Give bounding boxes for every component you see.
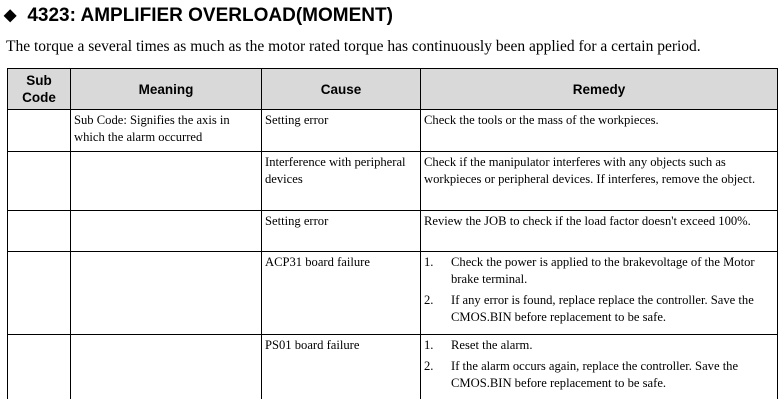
table-row	[8, 110, 778, 152]
cell-sub-code	[8, 152, 71, 211]
cell-remedy: Check if the manipulator interferes with any objects such as workpieces or peripheral devices. If interferes, remove the object.	[421, 152, 778, 211]
cell-meaning	[71, 211, 262, 252]
diamond-bullet-icon: ◆	[4, 7, 17, 24]
table-row	[8, 152, 778, 211]
step-text: If any error is found, replace replace the controller. Save the CMOS.BIN before replacement to be safe.	[451, 293, 754, 324]
cell-meaning	[71, 152, 262, 211]
cell-sub-code	[8, 211, 71, 252]
header-meaning: Meaning	[71, 69, 262, 110]
step-number: 1.	[424, 255, 434, 269]
cell-cause: ACP31 board failure	[262, 252, 421, 335]
cell-meaning	[71, 252, 262, 335]
step-text: Reset the alarm.	[451, 338, 533, 352]
step-text: Check the power is applied to the brakevoltage of the Motor brake terminal.	[451, 255, 755, 286]
alarm-title: 4323: AMPLIFIER OVERLOAD(MOMENT)	[27, 5, 393, 26]
list-item	[424, 254, 773, 288]
list-item	[424, 358, 773, 392]
list-item	[424, 292, 773, 326]
header-cause: Cause	[262, 69, 421, 110]
step-text: If the alarm occurs again, replace the controller. Save the CMOS.BIN before replacement to be safe.	[451, 359, 739, 390]
cell-cause: Setting error	[262, 110, 421, 152]
remedy-steps	[424, 337, 773, 392]
step-number: 1.	[424, 338, 434, 352]
cell-meaning: Sub Code: Signifies the axis in which the alarm occurred	[71, 110, 262, 152]
cell-remedy: Review the JOB to check if the load factor doesn't exceed 100%.	[421, 211, 778, 252]
cell-remedy	[421, 252, 778, 335]
list-item	[424, 337, 773, 354]
cell-cause: PS01 board failure	[262, 335, 421, 399]
step-number: 2.	[424, 293, 434, 307]
alarm-heading	[4, 2, 393, 30]
cell-meaning	[71, 335, 262, 399]
cell-cause: Setting error	[262, 211, 421, 252]
table-header-row	[8, 69, 778, 110]
cell-remedy: Check the tools or the mass of the workpieces.	[421, 110, 778, 152]
step-number: 2.	[424, 359, 434, 373]
alarm-description: The torque a several times as much as the motor rated torque has continuously been applied for a certain period.	[6, 38, 701, 55]
cell-remedy	[421, 335, 778, 399]
cell-cause: Interference with peripheral devices	[262, 152, 421, 211]
remedy-steps	[424, 254, 773, 326]
cell-sub-code	[8, 252, 71, 335]
header-remedy: Remedy	[421, 69, 778, 110]
cell-sub-code	[8, 110, 71, 152]
header-sub-code: Sub Code	[8, 69, 71, 110]
table-row	[8, 211, 778, 252]
cell-sub-code	[8, 335, 71, 399]
alarm-table	[7, 68, 778, 399]
table-row	[8, 335, 778, 399]
table-row	[8, 252, 778, 335]
